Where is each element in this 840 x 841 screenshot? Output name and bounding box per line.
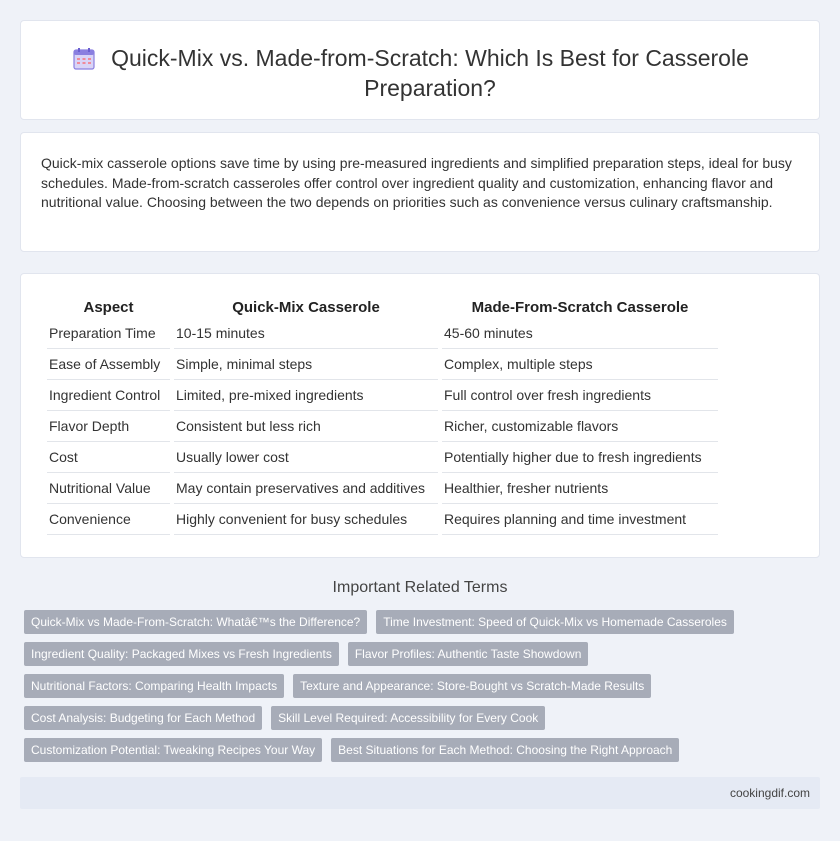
table-row bbox=[47, 411, 718, 442]
related-term-tag[interactable]: Nutritional Factors: Comparing Health Impacts bbox=[24, 674, 284, 698]
cell-aspect: Nutritional Value bbox=[47, 473, 170, 504]
cell-made-from-scratch: Full control over fresh ingredients bbox=[442, 380, 718, 411]
cell-quick-mix: Consistent but less rich bbox=[174, 411, 438, 442]
table-row bbox=[47, 473, 718, 504]
related-term-tag[interactable]: Skill Level Required: Accessibility for Every Cook bbox=[271, 706, 545, 730]
intro-card bbox=[20, 132, 820, 252]
comparison-table bbox=[43, 296, 722, 535]
related-term-tag[interactable]: Customization Potential: Tweaking Recipes Your Way bbox=[24, 738, 322, 762]
tag-row bbox=[24, 642, 744, 666]
cell-quick-mix: Limited, pre-mixed ingredients bbox=[174, 380, 438, 411]
table-header-row bbox=[47, 296, 718, 318]
related-term-tag[interactable]: Time Investment: Speed of Quick-Mix vs Homemade Casseroles bbox=[376, 610, 734, 634]
intro-paragraph: Quick-mix casserole options save time by using pre-measured ingredients and simplified preparation steps, ideal for busy schedules. Made-from-scratch casseroles offer control over ingredient quality and customization, enhancing flavor and nutritional value. Choosing between the two depends on priorities such as convenience versus culinary craftsmanship. bbox=[41, 155, 792, 210]
cell-made-from-scratch: Richer, customizable flavors bbox=[442, 411, 718, 442]
related-term-tag[interactable]: Flavor Profiles: Authentic Taste Showdown bbox=[348, 642, 589, 666]
tag-row bbox=[24, 738, 744, 762]
cell-made-from-scratch: Potentially higher due to fresh ingredients bbox=[442, 442, 718, 473]
cell-aspect: Convenience bbox=[47, 504, 170, 535]
cell-quick-mix: 10-15 minutes bbox=[174, 318, 438, 349]
cell-aspect: Flavor Depth bbox=[47, 411, 170, 442]
cell-aspect: Preparation Time bbox=[47, 318, 170, 349]
table-row bbox=[47, 442, 718, 473]
cell-quick-mix: Usually lower cost bbox=[174, 442, 438, 473]
header-quick-mix: Quick-Mix Casserole bbox=[232, 298, 380, 316]
footer-site-name[interactable]: cookingdif.com bbox=[729, 786, 810, 800]
tag-row bbox=[24, 610, 744, 634]
table-row bbox=[47, 349, 718, 380]
cell-quick-mix: May contain preservatives and additives bbox=[174, 473, 438, 504]
cell-aspect: Ingredient Control bbox=[47, 380, 170, 411]
cell-aspect: Cost bbox=[47, 442, 170, 473]
cell-quick-mix: Simple, minimal steps bbox=[174, 349, 438, 380]
cell-made-from-scratch: Complex, multiple steps bbox=[442, 349, 718, 380]
comparison-card bbox=[20, 273, 820, 558]
related-terms-tags bbox=[24, 610, 744, 770]
header-made-from-scratch: Made-From-Scratch Casserole bbox=[471, 298, 689, 316]
cell-made-from-scratch: 45-60 minutes bbox=[442, 318, 718, 349]
cell-aspect: Ease of Assembly bbox=[47, 349, 170, 380]
tag-row bbox=[24, 674, 744, 698]
table-row bbox=[47, 318, 718, 349]
footer bbox=[20, 777, 820, 809]
tag-row bbox=[24, 706, 744, 730]
header-card bbox=[20, 20, 820, 120]
page-title: Quick-Mix vs. Made-from-Scratch: Which Is Best for Casserole Preparation? bbox=[111, 45, 749, 101]
related-term-tag[interactable]: Texture and Appearance: Store-Bought vs Scratch-Made Results bbox=[293, 674, 651, 698]
related-term-tag[interactable]: Cost Analysis: Budgeting for Each Method bbox=[24, 706, 262, 730]
header-aspect: Aspect bbox=[83, 298, 134, 316]
related-term-tag[interactable]: Ingredient Quality: Packaged Mixes vs Fresh Ingredients bbox=[24, 642, 339, 666]
cell-quick-mix: Highly convenient for busy schedules bbox=[174, 504, 438, 535]
cell-made-from-scratch: Healthier, fresher nutrients bbox=[442, 473, 718, 504]
table-row bbox=[47, 380, 718, 411]
related-term-tag[interactable]: Quick-Mix vs Made-From-Scratch: Whatâ€™s the Difference? bbox=[24, 610, 367, 634]
table-row bbox=[47, 504, 718, 535]
related-terms-heading: Important Related Terms bbox=[332, 579, 508, 596]
cell-made-from-scratch: Requires planning and time investment bbox=[442, 504, 718, 535]
related-term-tag[interactable]: Best Situations for Each Method: Choosing the Right Approach bbox=[331, 738, 679, 762]
